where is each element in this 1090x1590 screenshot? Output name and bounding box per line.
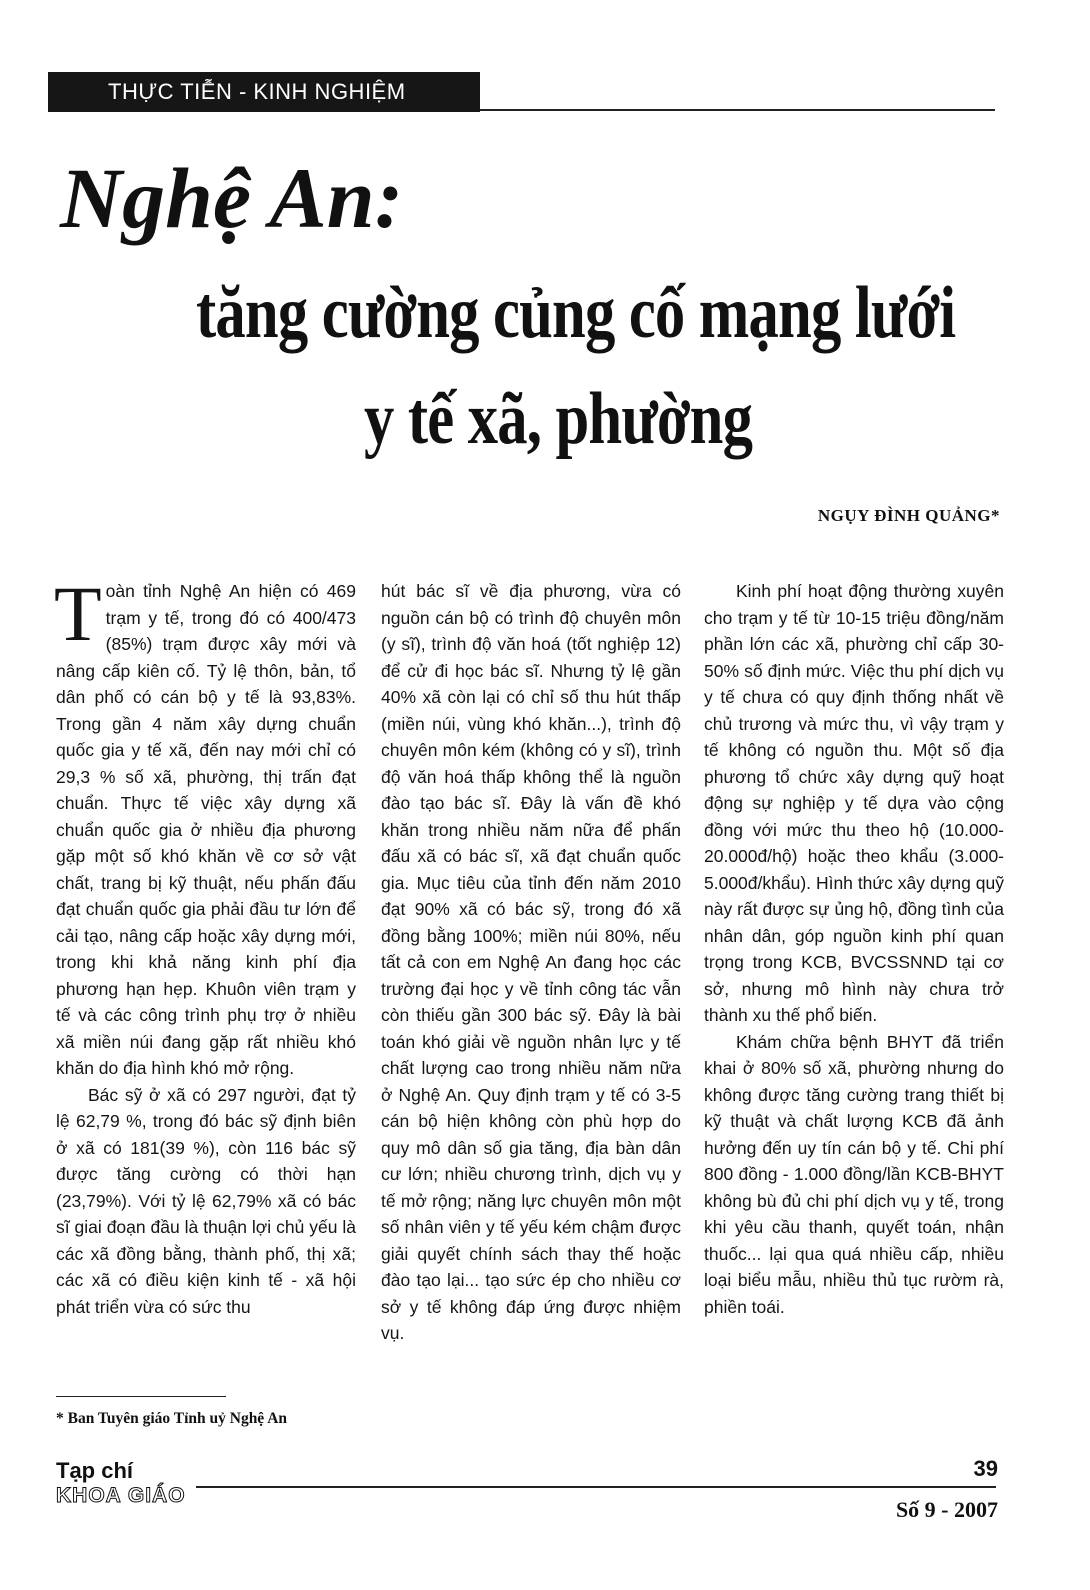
article-column-1	[54, 570, 356, 1320]
article-title-main: Nghệ An:	[60, 150, 404, 246]
magazine-name-line-1: Tạp chí	[56, 1458, 134, 1483]
article-title-line-1: tăng cường củng cố mạng lưới	[196, 272, 956, 354]
paragraph-3: hút bác sĩ về địa phương, vừa có nguồn cán bộ có trình độ chuyên môn (y sĩ), trình độ văn hoá (tốt nghiệp 12) để cử đi học bác sĩ. Nhưng tỷ lệ gần 40% xã còn lại có chỉ số thu hút thấp (miền núi, vùng khó khăn...), trình độ chuyên môn kém (không có y sĩ), trình độ văn hoá thấp không thể là nguồn đào tạo bác sĩ. Đây là vấn đề khó khăn trong nhiều năm nữa để phấn đấu xã có bác sĩ, xã đạt chuẩn quốc gia. Mục tiêu của tỉnh đến năm 2010 đạt 90% xã có bác sỹ, trong đó xã đồng bằng 100%; miền núi 80%, nếu tất cả con em Nghệ An đang học các trường đại học y về tỉnh công tác vẫn còn thiếu gần 300 bác sỹ. Đây là bài toán khó giải về nguồn nhân lực y tế chất lượng cao trong nhiều năm nữa ở Nghệ An. Quy định trạm y tế có 3-5 cán bộ hiện không còn phù hợp do quy mô dân số gia tăng, địa bàn dân cư lớn; nhiều chương trình, dịch vụ y tế mở rộng; năng lực chuyên môn một số nhân viên y tế yếu kém chậm được giải quyết chính sách thay thế hoặc đào tạo lại... tạo sức ép cho nhiều cơ sở y tế không đáp ứng được nhiệm vụ.	[381, 581, 681, 1343]
article-title-line-2: y tế xã, phường	[364, 378, 753, 460]
page-number: 39	[973, 1456, 998, 1481]
section-header: THỰC TIỄN - KINH NGHIỆM	[48, 72, 480, 112]
author-name: NGỤY ĐÌNH QUẢNG*	[817, 506, 1000, 525]
article-column-3	[704, 578, 1004, 1320]
paragraph-1-text: oàn tỉnh Nghệ An hiện có 469 trạm y tế, trong đó có 400/473 (85%) trạm được xây mới và nâng cấp kiên cố. Tỷ lệ thôn, bản, tổ dân phố có cán bộ y tế là 93,83%. Trong gần 4 năm xây dựng chuẩn quốc gia y tế xã, đến nay mới chỉ có 29,3 % số xã, phường, thị trấn đạt chuẩn. Thực tế việc xây dựng xã chuẩn quốc gia ở nhiều địa phương gặp một số khó khăn về cơ sở vật chất, trang bị kỹ thuật, nếu phấn đấu đạt chuẩn quốc gia phải đầu tư lớn để cải tạo, nâng cấp hoặc xây dựng mới, trong khi khả năng kinh phí địa phương hạn hẹp. Khuôn viên trạm y tế và các công trình phụ trợ ở nhiều xã miền núi đang gặp rất nhiều khó khăn do địa hình khó mở rộng.	[56, 581, 356, 1078]
footer-rule	[196, 1486, 996, 1488]
drop-cap: T	[54, 570, 102, 657]
magazine-name-line-2: KHOA GIÁO	[56, 1484, 186, 1507]
paragraph-4: Kinh phí hoạt động thường xuyên cho trạm y tế từ 10-15 triệu đồng/năm phần lớn các xã, phường chỉ cấp 30-50% số định mức. Việc thu phí dịch vụ y tế chưa có quy định thống nhất về chủ trương và mức thu, vì vậy trạm y tế không có nguồn thu. Một số địa phương tổ chức xây dựng quỹ hoạt động sự nghiệp y tế dựa vào cộng đồng với mức thu theo hộ (10.000-20.000đ/hộ) hoặc theo khẩu (3.000-5.000đ/khẩu). Hình thức xây dựng quỹ này rất được sự ủng hộ, đồng tình của nhân dân, góp nguồn kinh phí quan trọng trong KCB, BVCSSNND tại cơ sở, nhưng mô hình này chưa trở thành xu thế phổ biến.	[704, 581, 1004, 1025]
paragraph-1	[54, 570, 356, 1082]
paragraph-2: Bác sỹ ở xã có 297 người, đạt tỷ lệ 62,79 %, trong đó bác sỹ định biên ở xã có 181(39 %), còn 116 bác sỹ được tăng cường có thời hạn (23,79%). Với tỷ lệ 62,79% xã có bác sĩ giai đoạn đầu là thuận lợi chủ yếu là các xã đồng bằng, thành phố, thị xã; các xã có điều kiện kinh tế - xã hội phát triển vừa có sức thu	[56, 1084, 356, 1317]
article-column-2	[381, 578, 681, 1347]
paragraph-5: Khám chữa bệnh BHYT đã triển khai ở 80% số xã, phường nhưng do không được tăng cường trang thiết bị kỹ thuật và chất lượng KCB đã ảnh hưởng đến uy tín cán bộ y tế. Chi phí 800 đồng - 1.000 đồng/lần KCB-BHYT không bù đủ chi phí dịch vụ y tế, trong khi yêu cầu thanh, quyết toán, nhận thuốc... lại qua quá nhiều cấp, nhiều loại biểu mẫu, nhiều thủ tục rườm rà, phiền toái.	[704, 1031, 1004, 1317]
header-rule	[480, 109, 995, 111]
footnote: * Ban Tuyên giáo Tỉnh uỷ Nghệ An	[56, 1410, 288, 1427]
issue-number: Số 9 - 2007	[895, 1497, 998, 1522]
footnote-rule	[56, 1396, 226, 1397]
